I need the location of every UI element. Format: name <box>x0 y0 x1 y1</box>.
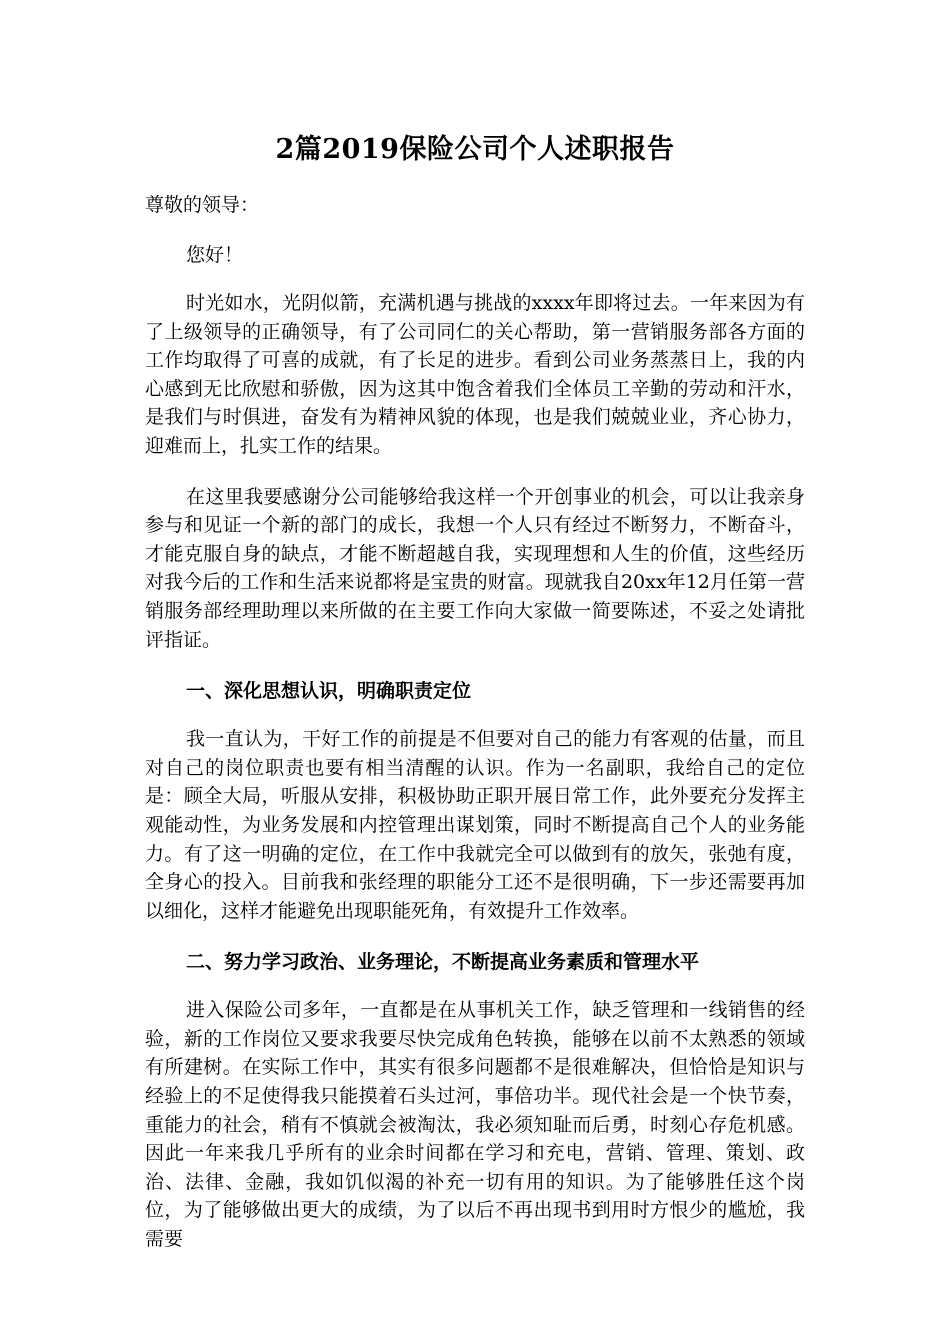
paragraph-thanks: 在这里我要感谢分公司能够给我这样一个开创事业的机会，可以让我亲身参与和见证一个新的部门的成长，我想一个人只有经过不断努力，不断奋斗，才能克服自身的缺点，才能不断超越自我，实现理想和人生的价值，这些经历对我今后的工作和生活来说都将是宝贵的财富。现就我自20xx年12月任第一营销服务部经理助理以来所做的在主要工作向大家做一简要陈述，不妥之处请批评指证。 <box>145 485 805 651</box>
section-heading-1: 一、深化思想认识，明确职责定位 <box>186 680 472 703</box>
section-heading-2: 二、努力学习政治、业务理论，不断提高业务素质和管理水平 <box>186 951 700 974</box>
greeting: 您好！ <box>186 244 244 266</box>
section-paragraph-2: 进入保险公司多年，一直都是在从事机关工作，缺乏管理和一线销售的经验，新的工作岗位又要求我要尽快完成角色转换，能够在以前不太熟悉的领域有所建树。在实际工作中，其实有很多问题都不是很难解决，但恰恰是知识与经验上的不足使得我只能摸着石头过河，事倍功半。现代社会是一个快节奏，重能力的社会，稍有不慎就会被淘汰，我必须知耻而后勇，时刻心存危机感。因此一年来我几乎所有的业余时间都在学习和充电，营销、管理、策划、政治、法律、金融，我如饥似渴的补充一切有用的知识。为了能够胜任这个岗位，为了能够做出更大的成绩，为了以后不再出现书到用时方恨少的尴尬，我需要 <box>145 999 805 1251</box>
section-paragraph-1: 我一直认为，干好工作的前提是不但要对自己的能力有客观的估量，而且对自己的岗位职责也要有相当清醒的认识。作为一名副职，我给自己的定位是：顾全大局，听服从安排，积极协助正职开展日常工作，此外要充分发挥主观能动性，为业务发展和内控管理出谋划策，同时不断提高自己个人的业务能力。有了这一明确的定位，在工作中我就完全可以做到有的放矢，张弛有度，全身心的投入。目前我和张经理的职能分工还不是很明确，下一步还需要再加以细化，这样才能避免出现职能死角，有效提升工作效率。 <box>145 728 805 922</box>
document-title: 2篇2019保险公司个人述职报告 <box>275 134 675 165</box>
paragraph-intro: 时光如水，光阴似箭，充满机遇与挑战的xxxx年即将过去。一年来因为有了上级领导的正确领导，有了公司同仁的关心帮助，第一营销服务部各方面的工作均取得了可喜的成就，有了长足的进步。看到公司业务蒸蒸日上，我的内心感到无比欣慰和骄傲，因为这其中饱含着我们全体员工辛勤的劳动和汗水，是我们与时俱进，奋发有为精神风貌的体现，也是我们兢兢业业，齐心协力，迎难而上，扎实工作的结果。 <box>145 292 805 457</box>
salutation: 尊敬的领导： <box>145 194 260 216</box>
document-page <box>145 128 805 1276</box>
